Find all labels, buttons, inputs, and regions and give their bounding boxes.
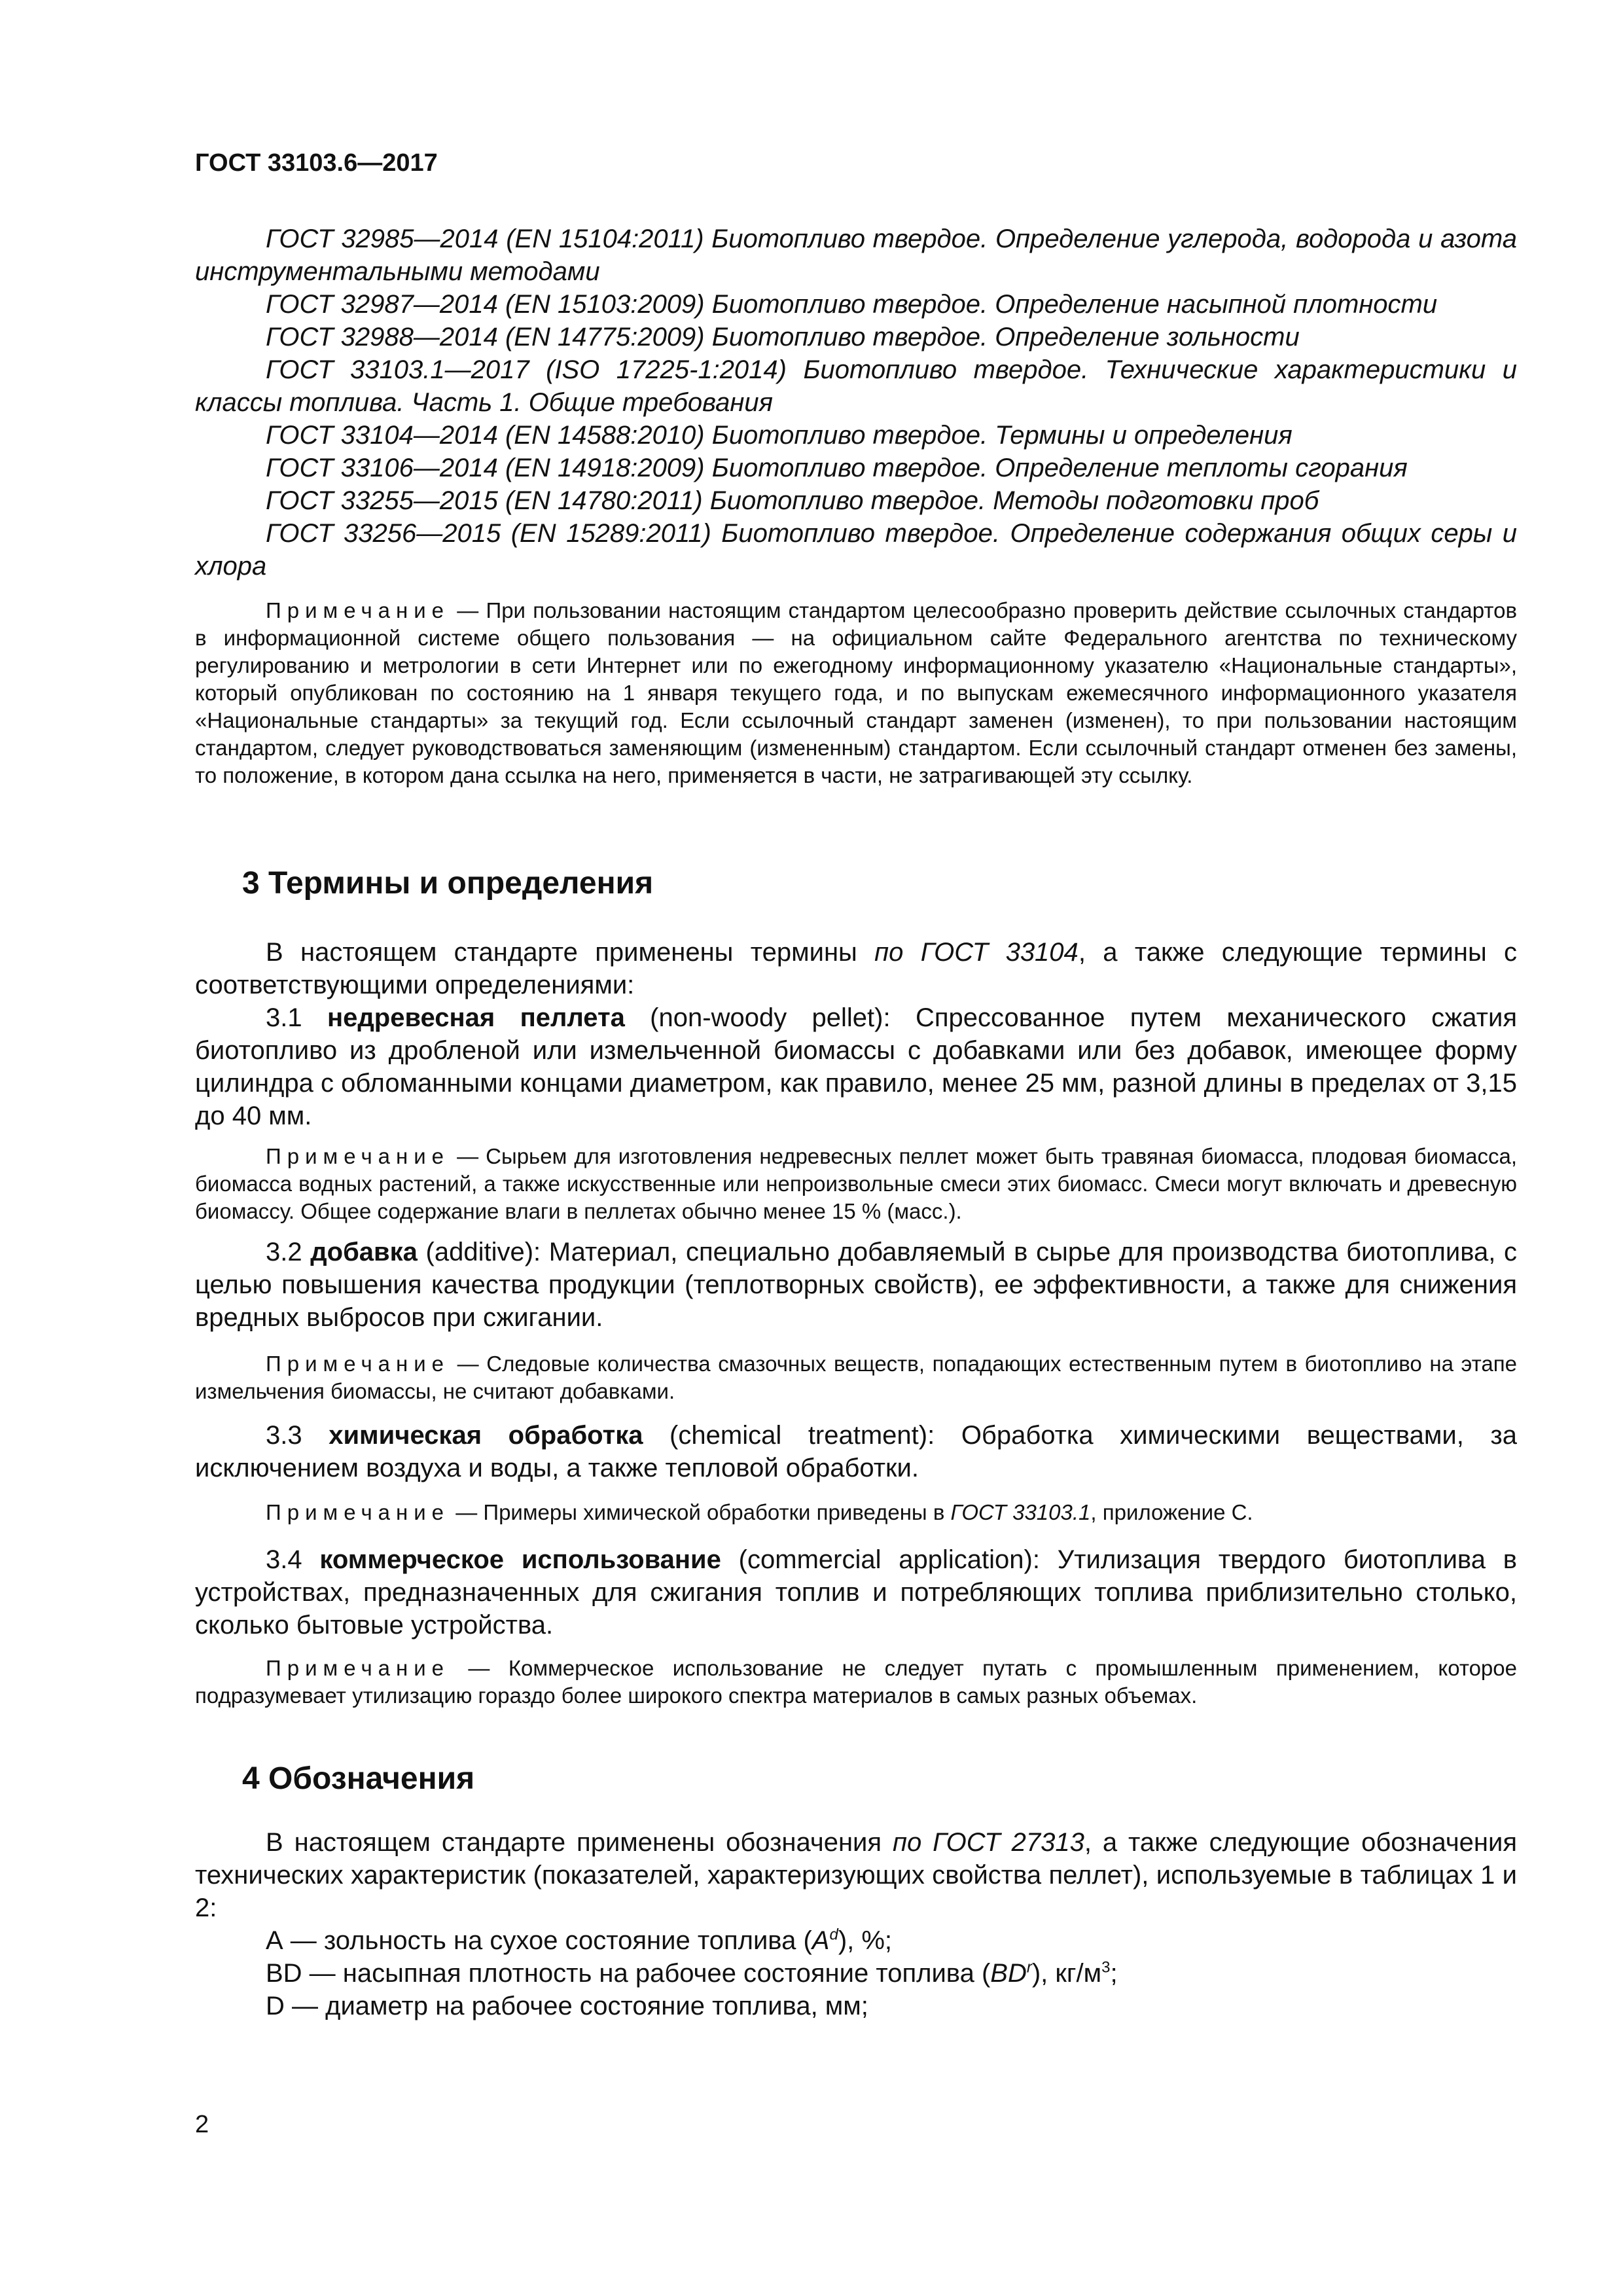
reference-item: ГОСТ 33103.1—2017 (ISO 17225-1:2014) Биотопливо твердое. Технические характеристики и классы топлива. Часть 1. Общие требования [195,355,1517,417]
symbol-unit: ), %; [838,1926,893,1955]
symbol-unit: ), кг/м [1031,1959,1102,1988]
note-reference: ГОСТ 33103.1 [950,1500,1091,1524]
term-number: 3.2 [266,1238,311,1266]
term-3-3 [195,1419,1517,1484]
term-definition: (additive): Материал, специально добавляемый в сырье для производства биотоплива, с целью повышения качества продукции (теплотворных свойств), ее эффективности, а также для снижения вредных выбросов при сжигании. [195,1238,1518,1332]
term-3-4-note [195,1655,1517,1710]
section-4-title: 4 Обозначения [242,1761,475,1796]
term-number: 3.4 [266,1545,320,1574]
section-3-title: 3 Термины и определения [242,866,654,901]
note-label: Примечание [266,598,450,622]
term-number: 3.3 [266,1421,329,1450]
term-name: добавка [310,1238,418,1266]
term-name: коммерческое использование [319,1545,721,1574]
section-4-intro [195,1826,1517,1924]
note-text: — Следовые количества смазочных веществ, попадающих естественным путем в биотопливо на этапе измельчения биомассы, не считают добавками. [195,1352,1517,1403]
note-label: Примечание [266,1144,450,1168]
term-3-2 [195,1236,1517,1334]
intro-text: , а также следующие термины с соответствующими определениями: [195,938,1518,999]
section-3-intro [195,936,1517,1001]
note-text: — Сырьем для изготовления недревесных пеллет может быть травяная биомасса, плодовая биомасса, биомасса водных растений, а также искусственные или непроизвольные смеси этих биомасс. Смеси могут включать и древесную биомассу. Общее содержание влаги в пеллетах обычно менее 15 % (масс.). [195,1144,1517,1223]
symbol: BD [990,1959,1027,1988]
term-name: химическая обработка [329,1421,643,1450]
reference-item: ГОСТ 33104—2014 (EN 14588:2010) Биотопливо твердое. Термины и определения [266,421,1293,450]
symbol-superscript: d [829,1926,838,1944]
reference-list [195,223,1517,583]
reference-item: ГОСТ 33106—2014 (EN 14918:2009) Биотопливо твердое. Определение теплоты сгорания [266,454,1408,482]
term-definition: (chemical treatment): Обработка химическими веществами, за исключением воздуха и воды, а также тепловой обработки. [195,1421,1517,1482]
page-number: 2 [195,2111,209,2138]
symbol-superscript: r [1026,1958,1032,1977]
reference-item: ГОСТ 33256—2015 (EN 15289:2011) Биотопливо твердое. Определение содержания общих серы и хлора [195,519,1517,581]
symbol-description: А — зольность на сухое состояние топлива ( [266,1926,812,1955]
term-definition: (commercial application): Утилизация твердого биотоплива в устройствах, предназначенных для сжигания топлив и потребляющих топлива приблизительно столько, сколько бытовые устройства. [195,1545,1518,1640]
term-name: недревесная пеллета [327,1003,625,1032]
reference-note [195,597,1517,789]
intro-reference: по ГОСТ 27313 [892,1828,1084,1857]
symbol-bulk-density [195,1957,1517,1990]
document-header: ГОСТ 33103.6—2017 [195,149,438,177]
note-text: , приложение С. [1090,1500,1253,1524]
term-3-4 [195,1543,1517,1641]
symbol: A [812,1926,830,1955]
term-definition: (non-woody pellet): Спрессованное путем механического сжатия биотопливо из дробленой или измельченной биомассы с добавками или без добавок, имеющее форму цилиндра с обломанными концами диаметром, как правило, менее 25 мм, разной длины в пределах от 3,15 до 40 мм. [195,1003,1517,1130]
note-label: Примечание [266,1656,450,1680]
symbol-diameter: D — диаметр на рабочее состояние топлива, мм; [266,1992,868,2020]
note-text: — Коммерческое использование не следует путать с промышленным применением, которое подразумевает утилизацию гораздо более широкого спектра материалов в самых разных объемах. [195,1656,1517,1708]
reference-item: ГОСТ 32987—2014 (EN 15103:2009) Биотопливо твердое. Определение насыпной плотности [266,290,1438,319]
note-label: Примечание [266,1500,450,1524]
intro-reference: по ГОСТ 33104 [874,938,1079,967]
intro-text: , а также следующие обозначения технических характеристик (показателей, характеризующих свойства пеллет), используемые в таблицах 1 и 2: [195,1828,1517,1922]
term-3-3-note [195,1499,1517,1526]
note-label: Примечание [266,1352,450,1376]
term-3-1 [195,1001,1517,1132]
reference-item: ГОСТ 32985—2014 (EN 15104:2011) Биотопливо твердое. Определение углерода, водорода и азота инструментальными методами [195,224,1517,286]
note-text: — Примеры химической обработки приведены в [455,1500,951,1524]
intro-text: В настоящем стандарте применены термины [266,938,875,967]
term-number: 3.1 [266,1003,327,1032]
symbol-ash-content [195,1924,1517,1957]
symbol-description: BD — насыпная плотность на рабочее состояние топлива ( [266,1959,991,1988]
symbol-unit: ; [1110,1959,1118,1988]
note-text: — При пользовании настоящим стандартом целесообразно проверить действие ссылочных стандартов в информационной системе общего пользования — на официальном сайте Федерального агентства по техническому регулированию и метрологии в сети Интернет или по ежегодному информационному указателю «Национальные стандарты», который опубликован по состоянию на 1 января текущего года, и по выпускам ежемесячного информационного указателя «Национальные стандарты» за текущий год. Если ссылочный стандарт заменен (изменен), то при пользовании настоящим стандартом, следует руководствоваться заменяющим (измененным) стандартом. Если ссылочный стандарт отменен без замены, то положение, в котором дана ссылка на него, применяется в части, не затрагивающей эту ссылку. [195,598,1517,787]
term-3-2-note [195,1350,1517,1405]
term-3-1-note [195,1143,1517,1225]
intro-text: В настоящем стандарте применены обозначения [266,1828,893,1857]
reference-item: ГОСТ 32988—2014 (EN 14775:2009) Биотопливо твердое. Определение зольности [266,323,1300,351]
reference-item: ГОСТ 33255—2015 (EN 14780:2011) Биотопливо твердое. Методы подготовки проб [266,486,1319,515]
unit-superscript: 3 [1101,1958,1111,1977]
